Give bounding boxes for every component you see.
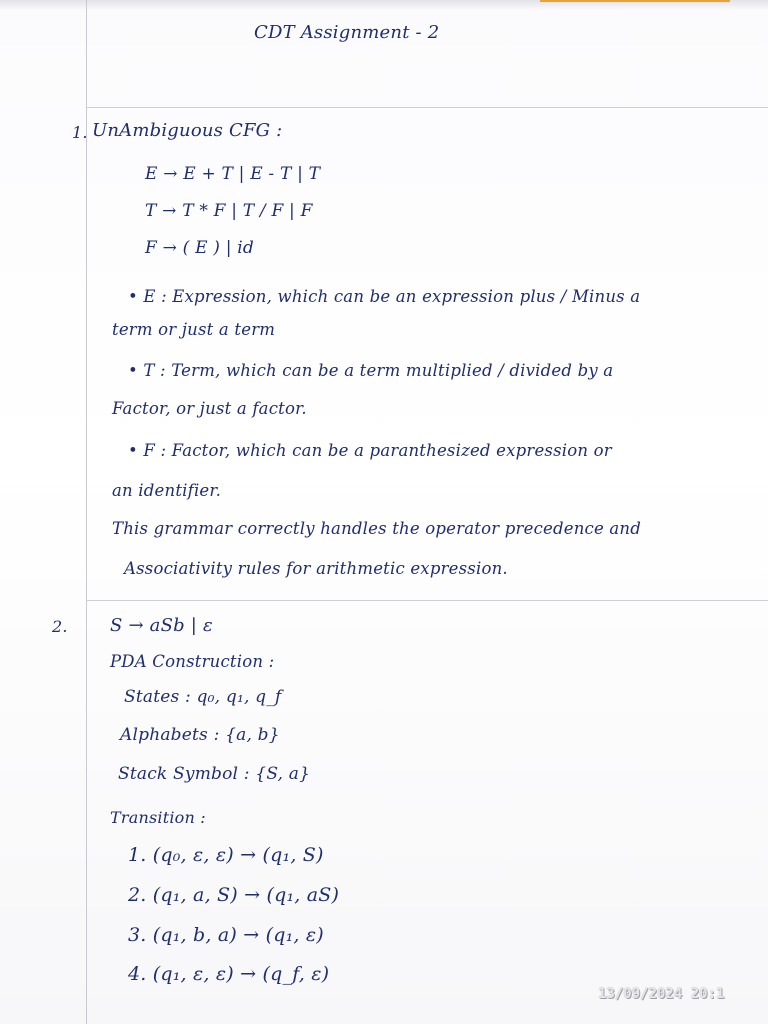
pda-alphabets: Alphabets : {a, b}	[120, 725, 280, 745]
section-divider-2	[86, 600, 768, 601]
explanation-line-7: This grammar correctly handles the operator precedence and	[112, 519, 642, 538]
grammar-rule-t: T → T * F | T / F | F	[145, 201, 313, 221]
explanation-line-3: • T : Term, which can be a term multiplied / divided by a	[128, 361, 614, 380]
pda-stack-symbol: Stack Symbol : {S, a}	[118, 764, 311, 784]
grammar-rule-e: E → E + T | E - T | T	[145, 164, 321, 184]
transition-1: 1. (q₀, ε, ε) → (q₁, S)	[128, 844, 324, 866]
pda-states: States : q₀, q₁, q_f	[124, 687, 282, 707]
grammar-rule-f: F → ( E ) | id	[145, 238, 254, 258]
transition-heading: Transition :	[110, 808, 206, 827]
question-1-number: 1.	[72, 123, 88, 142]
transition-2: 2. (q₁, a, S) → (q₁, aS)	[128, 884, 340, 906]
explanation-line-2: term or just a term	[112, 320, 276, 339]
explanation-line-1: • E : Expression, which can be an expression plus / Minus a	[128, 287, 641, 306]
transition-3: 3. (q₁, b, a) → (q₁, ε)	[128, 924, 324, 946]
page-title: CDT Assignment - 2	[254, 22, 440, 43]
question-1-heading: UnAmbiguous CFG :	[92, 120, 283, 141]
margin-line	[86, 0, 87, 1024]
explanation-line-4: Factor, or just a factor.	[112, 399, 307, 418]
pda-heading: PDA Construction :	[110, 652, 275, 671]
page-edge-mark	[540, 0, 730, 2]
question-2-grammar: S → aSb | ε	[110, 615, 213, 636]
explanation-line-6: an identifier.	[112, 481, 222, 500]
date-stamp: 13/09/2024 20:1	[598, 986, 725, 1002]
explanation-line-8: Associativity rules for arithmetic expression.	[124, 559, 508, 578]
explanation-line-5: • F : Factor, which can be a paranthesized expression or	[128, 441, 612, 460]
question-2-number: 2.	[52, 617, 68, 636]
section-divider-1	[86, 107, 768, 108]
transition-4: 4. (q₁, ε, ε) → (q_f, ε)	[128, 963, 330, 985]
